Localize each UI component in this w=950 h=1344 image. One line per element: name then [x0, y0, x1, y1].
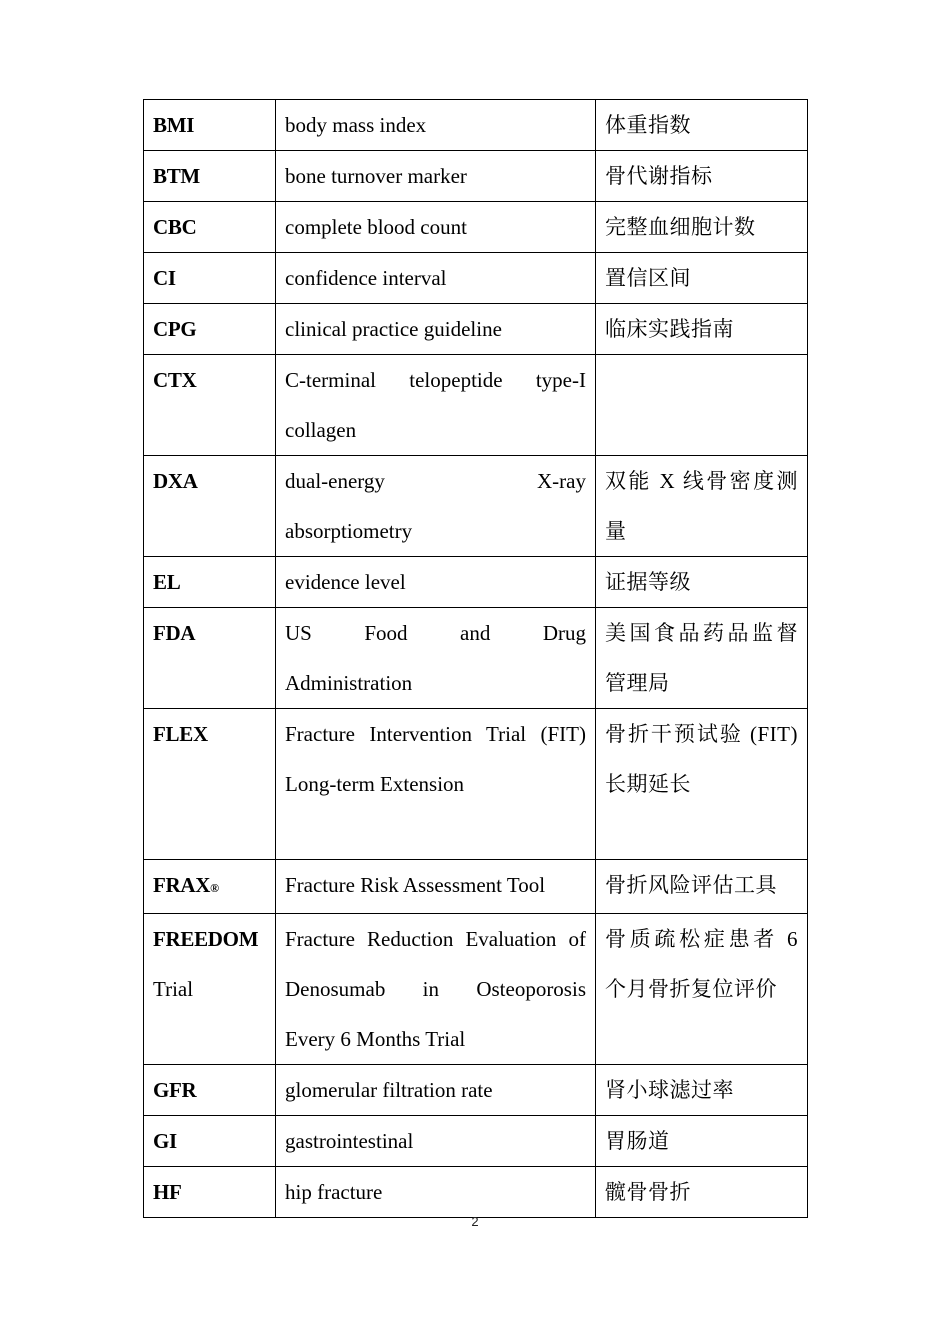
english-term-cell [276, 608, 596, 709]
table-row [144, 202, 808, 253]
english-term: bone turnover marker [285, 164, 467, 188]
abbreviation-cell [144, 709, 276, 860]
english-term-cell [276, 914, 596, 1065]
chinese-term-cell [596, 608, 808, 709]
chinese-term: 体重指数 [605, 113, 691, 137]
chinese-term-cell [596, 1116, 808, 1167]
chinese-term-cell [596, 100, 808, 151]
abbreviation-code: CPG [153, 317, 197, 341]
english-term-line: Administration [285, 671, 413, 695]
english-term-line: Fracture Intervention Trial (FIT) [285, 722, 586, 746]
table-row [144, 914, 808, 1065]
table-row [144, 1167, 808, 1218]
chinese-term: 证据等级 [605, 570, 691, 594]
abbreviation-code: HF [153, 1180, 182, 1204]
abbreviation-cell [144, 202, 276, 253]
chinese-term-cell [596, 1065, 808, 1116]
chinese-term-cell [596, 456, 808, 557]
english-term: clinical practice guideline [285, 317, 502, 341]
abbreviation-cell [144, 1116, 276, 1167]
english-term: evidence level [285, 570, 406, 594]
abbreviation-code: GFR [153, 1078, 197, 1102]
chinese-term-cell [596, 202, 808, 253]
abbreviation-cell [144, 253, 276, 304]
chinese-term-cell [596, 709, 808, 860]
chinese-term-line: 双能 X 线骨密度测 [605, 469, 798, 493]
english-term-cell [276, 1167, 596, 1218]
table-row [144, 355, 808, 456]
english-term-cell [276, 709, 596, 860]
chinese-term-line: 美国食品药品监督 [605, 621, 798, 645]
chinese-term-line: 量 [605, 519, 627, 543]
chinese-term: 置信区间 [605, 266, 691, 290]
chinese-term-cell [596, 557, 808, 608]
english-term-line: US Food and Drug [285, 621, 586, 645]
abbreviation-code: FREEDOM [153, 927, 259, 951]
english-term-cell [276, 355, 596, 456]
abbreviation-cell [144, 355, 276, 456]
table-row [144, 253, 808, 304]
english-term: glomerular filtration rate [285, 1078, 493, 1102]
page-number: 2 [471, 1214, 479, 1229]
chinese-term: 完整血细胞计数 [605, 215, 756, 239]
english-term-line: Fracture Reduction Evaluation of [285, 927, 586, 951]
english-term-line: Long-term Extension [285, 772, 465, 796]
table-row [144, 608, 808, 709]
english-term-cell [276, 557, 596, 608]
abbreviation-cell [144, 304, 276, 355]
table-row [144, 1065, 808, 1116]
chinese-term-line: 管理局 [605, 671, 670, 695]
chinese-term: 胃肠道 [605, 1129, 670, 1153]
chinese-term-cell [596, 1167, 808, 1218]
table-row [144, 1116, 808, 1167]
abbreviation-code: FRAX [153, 873, 211, 897]
abbreviation-cell [144, 557, 276, 608]
english-term: body mass index [285, 113, 427, 137]
english-term-line: dual-energy X-ray [285, 469, 586, 493]
abbreviation-code: GI [153, 1129, 177, 1153]
english-term-line: Every 6 Months Trial [285, 1027, 466, 1051]
table-row [144, 456, 808, 557]
abbreviation-cell [144, 1065, 276, 1116]
chinese-term-cell [596, 151, 808, 202]
abbreviation-code: CI [153, 266, 176, 290]
chinese-term: 髋骨骨折 [605, 1180, 691, 1204]
abbreviation-table [143, 99, 808, 1218]
abbreviation-code: FDA [153, 621, 196, 645]
chinese-term-line: 骨折干预试验 (FIT) [605, 722, 798, 746]
table-row [144, 860, 808, 914]
english-term-cell [276, 100, 596, 151]
table-row [144, 557, 808, 608]
english-term-cell [276, 860, 596, 914]
abbreviation-code: DXA [153, 469, 198, 493]
abbreviation-code: CTX [153, 368, 197, 392]
chinese-term: 肾小球滤过率 [605, 1078, 734, 1102]
english-term-cell [276, 151, 596, 202]
registered-mark: ® [210, 881, 220, 895]
abbreviation-code: BTM [153, 164, 200, 188]
english-term: complete blood count [285, 215, 467, 239]
abbreviation-cell [144, 100, 276, 151]
chinese-term-line: 个月骨折复位评价 [605, 977, 777, 1001]
chinese-term: 骨折风险评估工具 [605, 873, 777, 897]
english-term-line: C-terminal telopeptide type-I [285, 368, 586, 392]
english-term-line: Denosumab in Osteoporosis [285, 977, 586, 1001]
english-term-cell [276, 253, 596, 304]
english-term-cell [276, 202, 596, 253]
chinese-term: 临床实践指南 [605, 317, 734, 341]
english-term-cell [276, 456, 596, 557]
english-term-line: absorptiometry [285, 519, 413, 543]
chinese-term-cell [596, 914, 808, 1065]
abbreviation-cell [144, 151, 276, 202]
english-term-cell [276, 1065, 596, 1116]
table-row [144, 100, 808, 151]
english-term: gastrointestinal [285, 1129, 414, 1153]
english-term: confidence interval [285, 266, 447, 290]
abbreviation-cell [144, 914, 276, 1065]
abbreviation-cell [144, 456, 276, 557]
chinese-term-line: 长期延长 [605, 772, 691, 796]
abbreviation-code: EL [153, 570, 181, 594]
english-term-cell [276, 304, 596, 355]
table-row [144, 151, 808, 202]
chinese-term-cell [596, 355, 808, 456]
table-row [144, 304, 808, 355]
english-term-cell [276, 1116, 596, 1167]
chinese-term-cell [596, 304, 808, 355]
chinese-term-line: 骨质疏松症患者 6 [605, 927, 798, 951]
english-term: Fracture Risk Assessment Tool [285, 873, 546, 897]
abbreviation-table-body [144, 100, 808, 1218]
abbreviation-code: BMI [153, 113, 195, 137]
chinese-term-cell [596, 860, 808, 914]
abbreviation-code: FLEX [153, 722, 208, 746]
table-row [144, 709, 808, 860]
english-term-line: collagen [285, 418, 357, 442]
chinese-term: 骨代谢指标 [605, 164, 713, 188]
chinese-term-cell [596, 253, 808, 304]
abbreviation-subtext: Trial [153, 977, 194, 1001]
english-term: hip fracture [285, 1180, 383, 1204]
abbreviation-cell [144, 1167, 276, 1218]
abbreviation-code: CBC [153, 215, 197, 239]
abbreviation-cell [144, 608, 276, 709]
abbreviation-cell [144, 860, 276, 914]
